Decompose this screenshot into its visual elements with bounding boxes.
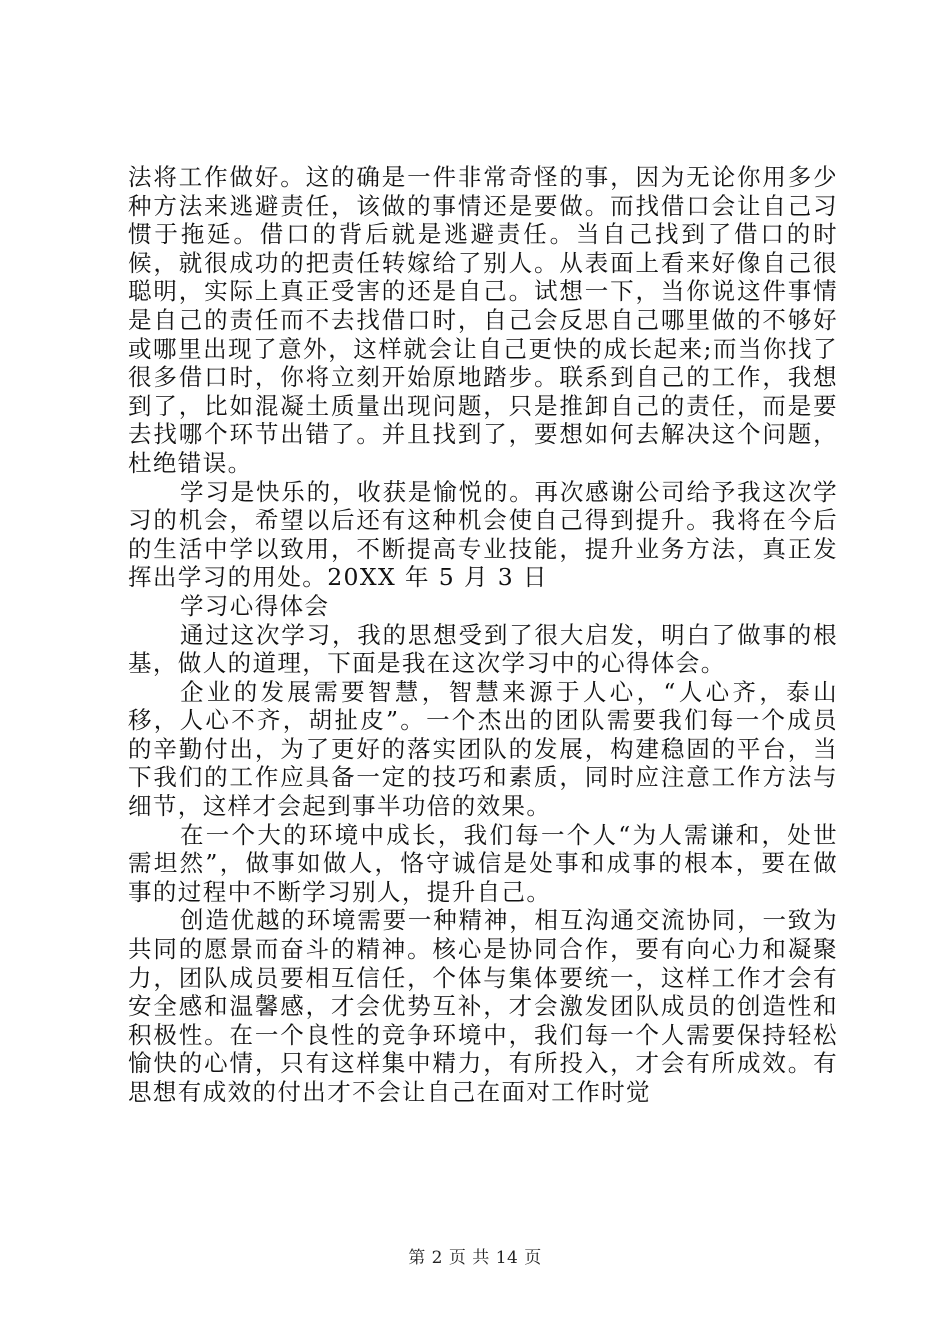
paragraph-1: 法将工作做好。这的确是一件非常奇怪的事，因为无论你用多少种方法来逃避责任，该做的事情还是要做。而找借口会让自己习惯于拖延。借口的背后就是逃避责任。当自己找到了借口的时候，就很成功的把责任转嫁给了别人。从表面上看来好像自己很聪明，实际上真正受害的还是自己。试想一下，当你说这件事情是自己的责任而不去找借口时，自己会反思自己哪里做的不够好或哪里出现了意外，这样就会让自己更快的成长起来;而当你找了很多借口时，你将立刻开始原地踏步。联系到自己的工作，我想到了，比如混凝土质量出现问题，只是推卸自己的责任，而是要去找哪个环节出错了。并且找到了，要想如何去解决这个问题，杜绝错误。 [128, 163, 838, 477]
paragraph-3: 通过这次学习，我的思想受到了很大启发，明白了做事的根基，做人的道理，下面是我在这次学习中的心得体会。 [128, 620, 838, 678]
paragraph-2: 学习是快乐的，收获是愉悦的。再次感谢公司给予我这次学习的机会，希望以后还有这种机会使自己得到提升。我将在今后的生活中学以致用，不断提高专业技能，提升业务方法，真正发挥出学习的用处。20XX 年 5 月 3 日 [128, 477, 838, 592]
section-heading: 学习心得体会 [180, 591, 330, 620]
paragraph-4: 企业的发展需要智慧，智慧来源于人心，“人心齐，泰山移，人心不齐，胡扯皮”。一个杰出的团队需要我们每一个成员的辛勤付出，为了更好的落实团队的发展，构建稳固的平台，当下我们的工作应具备一定的技巧和素质，同时应注意工作方法与细节，这样才会起到事半功倍的效果。 [128, 677, 838, 821]
page-number-footer: 第 2 页 共 14 页 [408, 1248, 542, 1268]
document-body [128, 163, 838, 1107]
paragraph-6: 创造优越的环境需要一种精神，相互沟通交流协同，一致为共同的愿景而奋斗的精神。核心是协同合作，要有向心力和凝聚力，团队成员要相互信任，个体与集体要统一，这样工作才会有安全感和温馨感，才会优势互补，才会激发团队成员的创造性和积极性。在一个良性的竞争环境中，我们每一个人需要保持轻松愉快的心情，只有这样集中精力，有所投入，才会有所成效。有思想有成效的付出才不会让自己在面对工作时觉 [128, 906, 838, 1106]
paragraph-5: 在一个大的环境中成长，我们每一个人“为人需谦和，处世需坦然”，做事如做人，恪守诚信是处事和成事的根本，要在做事的过程中不断学习别人，提升自己。 [128, 820, 838, 906]
